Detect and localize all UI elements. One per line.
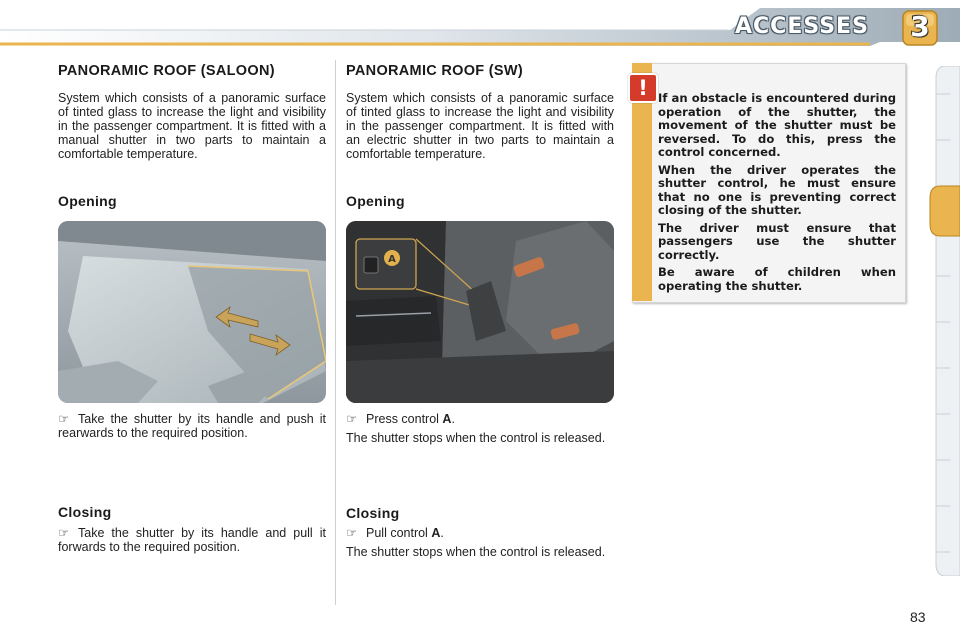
chapter-side-tabs (928, 66, 960, 576)
middle-opening-heading: Opening (346, 193, 405, 209)
callout-a-label: A (388, 254, 396, 265)
left-intro-text: System which consists of a panoramic surface of tinted glass to increase the light and visibility in the passenger compartment. It is fitted with a manual shutter in two parts to maintain a comfortable temperature. (58, 91, 326, 161)
warning-paragraph: When the driver operates the shutter control, he must ensure that no one is preventing correct closing of the shutter. (658, 162, 896, 217)
middle-closing-prefix: Pull control (366, 526, 432, 540)
hand-pointer-icon: ☞ (346, 526, 358, 540)
hand-pointer-icon: ☞ (58, 412, 70, 426)
middle-closing-note: The shutter stops when the control is released. (346, 545, 606, 559)
middle-closing-suffix: . (440, 526, 444, 540)
warning-paragraph: If an obstacle is encountered during operation of the shutter, the movement of the shutter must be reversed. To do this, press the control concerned. (658, 91, 896, 159)
middle-opening-prefix: Press control (366, 412, 443, 426)
middle-opening-step (346, 412, 614, 426)
column-divider (335, 60, 336, 605)
chapter-number: 3 (910, 10, 930, 43)
chapter-number-badge (900, 8, 940, 48)
sw-control-photo (346, 221, 614, 403)
left-closing-heading: Closing (58, 504, 112, 520)
warning-paragraph: Be aware of children when operating the shutter. (658, 265, 896, 293)
middle-closing-control: A (431, 526, 441, 540)
left-closing-step (58, 526, 326, 554)
left-closing-text: Take the shutter by its handle and pull it forwards to the required position. (58, 526, 326, 554)
page-number: 83 (910, 609, 926, 625)
warning-text (658, 92, 896, 297)
middle-intro-text: System which consists of a panoramic surface of tinted glass to increase the light and visibility in the passenger compartment. It is fitted with an electric shutter in two parts to maintain a comfortable temperature. (346, 91, 614, 161)
left-section (58, 63, 326, 161)
middle-closing-step (346, 526, 614, 540)
chapter-title: ACCESSES (735, 14, 869, 39)
middle-section-title: PANORAMIC ROOF (SW) (346, 63, 523, 79)
saloon-roof-photo (58, 221, 326, 403)
hand-pointer-icon: ☞ (346, 412, 358, 426)
middle-opening-control: A (442, 412, 452, 426)
left-opening-heading: Opening (58, 193, 117, 209)
left-opening-step (58, 412, 326, 440)
warning-exclamation-icon: ! (628, 73, 658, 103)
middle-opening-suffix: . (451, 412, 455, 426)
hand-pointer-icon: ☞ (58, 526, 70, 540)
middle-opening-note: The shutter stops when the control is released. (346, 431, 606, 445)
left-section-title: PANORAMIC ROOF (SALOON) (58, 63, 275, 79)
left-opening-text: Take the shutter by its handle and push it rearwards to the required position. (58, 412, 326, 440)
warning-paragraph: The driver must ensure that passengers use the shutter correctly. (658, 220, 896, 262)
middle-section (346, 63, 614, 161)
middle-closing-heading: Closing (346, 505, 400, 521)
